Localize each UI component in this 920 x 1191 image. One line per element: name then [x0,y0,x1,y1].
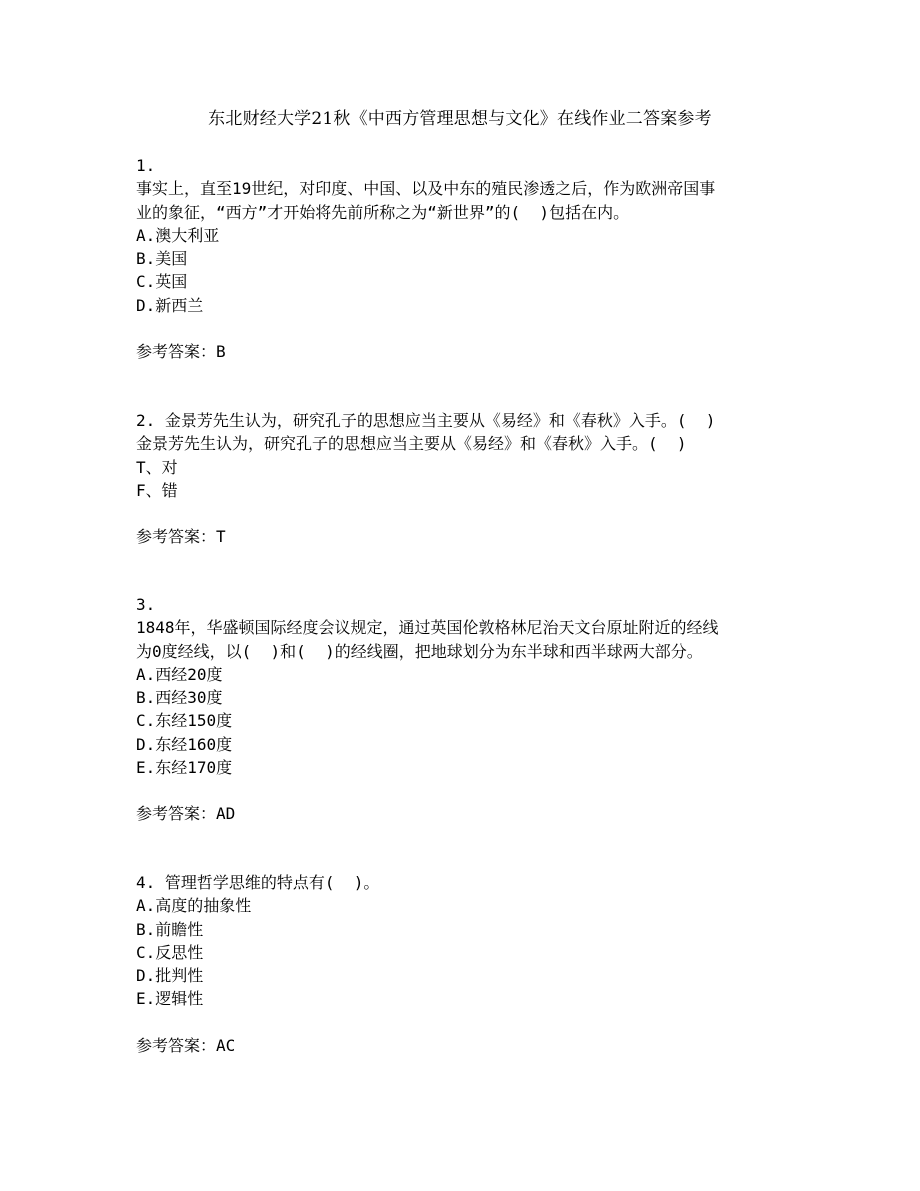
reference-answer-4 [136,1034,235,1057]
reference-answer-3 [136,802,235,825]
question-number: 1. [136,156,156,175]
question-1 [136,154,796,317]
option-a: A.西经20度 [136,664,223,684]
option-f: F、错 [136,480,178,500]
reference-answer-2 [136,525,226,548]
option-c: C.东经150度 [136,711,233,731]
question-2 [136,409,796,502]
question-number: 2. 金景芳先生认为，研究孔子的思想应当主要从《易经》和《春秋》入手。( ) [136,411,716,430]
option-b: B.西经30度 [136,688,223,708]
question-stem-line: 为0度经线，以( )和( )的经线圈，把地球划分为东半球和西半球两大部分。 [136,641,703,661]
answer-label: 参考答案： [136,1036,217,1055]
option-d: D.新西兰 [136,295,204,315]
option-t: T、对 [136,457,178,477]
question-stem-line: 1848年，华盛顿国际经度会议规定，通过英国伦敦格林尼治天文台原址附近的经线 [136,618,719,638]
question-number: 3. [136,595,156,614]
option-b: B.美国 [136,249,188,269]
option-b: B.前瞻性 [136,919,204,939]
answer-value: AD [216,804,236,823]
answer-value: AC [216,1036,236,1055]
option-c: C.英国 [136,272,188,292]
question-stem-line: 业的象征，“西方”才开始将先前所称之为“新世界”的( )包括在内。 [136,202,630,222]
option-c: C.反思性 [136,942,204,962]
option-a: A.澳大利亚 [136,225,220,245]
answer-label: 参考答案： [136,342,217,361]
question-4 [136,871,796,1011]
answer-label: 参考答案： [136,804,217,823]
option-e: E.逻辑性 [136,989,204,1009]
question-stem-line: 事实上，直至19世纪，对印度、中国、以及中东的殖民渗透之后，作为欧洲帝国事 [136,179,716,199]
reference-answer-1 [136,340,226,363]
option-a: A.高度的抽象性 [136,896,252,916]
answer-value: T [216,527,226,546]
option-d: D.批判性 [136,966,204,986]
question-3 [136,593,796,779]
option-e: E.东经170度 [136,758,233,778]
question-stem-line: 金景芳先生认为，研究孔子的思想应当主要从《易经》和《春秋》入手。( ) [136,434,687,454]
document-title: 东北财经大学21秋《中西方管理思想与文化》在线作业二答案参考 [208,109,712,129]
answer-label: 参考答案： [136,527,217,546]
answer-value: B [216,342,226,361]
option-d: D.东经160度 [136,734,233,754]
question-number: 4. 管理哲学思维的特点有( )。 [136,873,380,892]
